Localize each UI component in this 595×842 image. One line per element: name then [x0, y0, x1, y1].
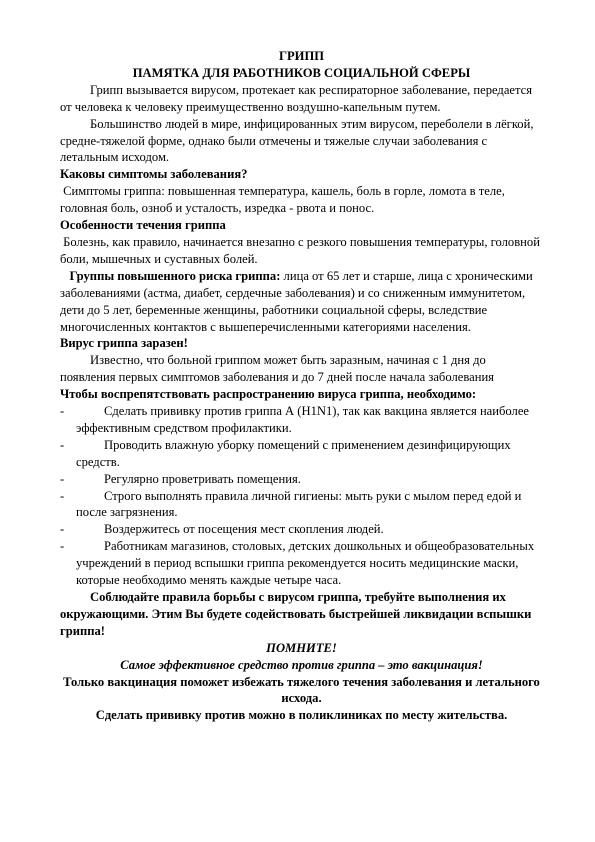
document-title: ГРИПП: [278, 49, 325, 63]
remember-subheading: Самое эффективное средство против гриппа – это вакцинация!: [120, 657, 483, 672]
intro-paragraph-2: Большинство людей в мире, инфицированных этим вирусом, переболели в лёгкой, средне-тяжелой форме, однако были отмечены и тяжелые случаи заболевания с летальным исходом.: [60, 116, 534, 165]
list-item: [60, 403, 543, 437]
list-item: [60, 437, 543, 471]
prevent-heading: Чтобы воспрепятствовать распространению вируса гриппа, необходимо:: [60, 387, 477, 402]
list-item: [60, 538, 543, 589]
intro-paragraph-1: Грипп вызывается вирусом, протекает как респираторное заболевание, передается от человека к человеку преимущественно воздушно-капельным путем.: [60, 82, 533, 114]
list-item-text: Воздержитесь от посещения мест скопления людей.: [104, 522, 384, 537]
course-text-content: Болезнь, как правило, начинается внезапно с резкого повышения температуры, головной боли, мышечных и суставных болей.: [60, 234, 540, 266]
prevent-list: [60, 403, 543, 589]
list-item-text: Работникам магазинов, столовых, детских дошкольных и общеобразовательных учреждений в период вспышки гриппа рекомендуется носить медицинские маски, которые необходимо менять каждые четыре часа.: [76, 539, 535, 588]
symptoms-text: [60, 183, 543, 217]
remember-heading: ПОМНИТЕ!: [266, 640, 337, 655]
list-item-text: Сделать прививку против гриппа А (H1N1), так как вакцина является наиболее эффективным средством профилактики.: [76, 404, 530, 435]
list-item: [60, 521, 543, 538]
list-marker: -: [60, 539, 65, 554]
appeal-paragraph: Соблюдайте правила борьбы с вирусом гриппа, требуйте выполнения их окружающими. Этим Вы будете содействовать быстрейшей ликвидации вспышки гриппа!: [60, 590, 532, 638]
list-item: [60, 471, 543, 488]
list-marker: -: [60, 522, 65, 537]
risk-text: лица от 65 лет и старше, лица с хроническими заболеваниями (астма, диабет, сердечные заболевания) и со сниженным иммунитетом, дети до 5 лет, беременные женщины, работники социальной сферы, вследствие многочисленных контактов с вышеперечисленными категориями населения.: [60, 268, 533, 334]
contagious-heading: Вирус гриппа заразен!: [60, 336, 188, 351]
list-item-text: Строго выполнять правила личной гигиены: мыть руки с мылом перед едой и после загрязнения.: [76, 488, 522, 520]
list-marker: -: [60, 437, 65, 452]
final-statement-2: Сделать прививку против можно в поликлиниках по месту жительства.: [95, 708, 508, 723]
risk-label: Группы повышенного риска гриппа:: [69, 268, 281, 283]
final-statement-1: Только вакцинация поможет избежать тяжелого течения заболевания и летального исхода.: [63, 674, 540, 706]
list-marker: -: [60, 404, 65, 419]
risk-paragraph: [60, 268, 543, 336]
contagious-text: Известно, что больной гриппом может быть заразным, начиная с 1 дня до появления первых симптомов заболевания и до 7 дней после начала заболевания: [60, 353, 494, 385]
list-item: [60, 488, 543, 522]
course-text: [60, 234, 543, 268]
symptoms-heading: Каковы симптомы заболевания?: [60, 167, 248, 182]
symptoms-text-content: Симптомы гриппа: повышенная температура, кашель, боль в горле, ломота в теле, головная боль, озноб и усталость, изредка - рвота и понос.: [60, 184, 505, 216]
list-marker: -: [60, 471, 65, 486]
list-item-text: Регулярно проветривать помещения.: [104, 471, 301, 486]
document-subtitle: ПАМЯТКА ДЛЯ РАБОТНИКОВ СОЦИАЛЬНОЙ СФЕРЫ: [132, 65, 471, 80]
list-item-text: Проводить влажную уборку помещений с применением дезинфицирующих средств.: [76, 437, 511, 469]
list-marker: -: [60, 488, 65, 503]
course-heading: Особенности течения гриппа: [60, 218, 226, 233]
